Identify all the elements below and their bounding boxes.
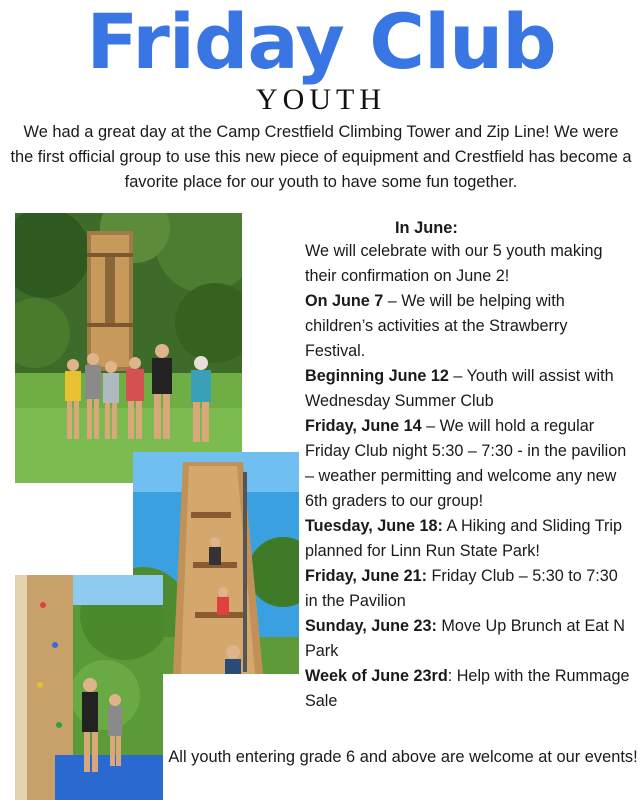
- event-item: Friday, June 14 – We will hold a regular Friday Club night 5:30 – 7:30 - in the pavilion – weather permitting and welcome any new 6th graders to our group!: [305, 417, 627, 510]
- intro-paragraph: We had a great day at the Camp Crestfield Climbing Tower and Zip Line! We were the first official group to use this new piece of equipment and Crestfield has become a favorite place for our youth to have some fun together.: [10, 123, 632, 191]
- events-list: [305, 239, 630, 714]
- climbing-wall-photo: [15, 575, 163, 800]
- group-tower-photo: [15, 213, 242, 483]
- event-item: On June 7 – We will be helping with children’s activities at the Strawberry Festival.: [305, 292, 568, 360]
- event-item: Sunday, June 23: Move Up Brunch at Eat N Park: [305, 617, 625, 660]
- event-item: Beginning June 12 – Youth will assist with Wednesday Summer Club: [305, 367, 614, 410]
- event-item: Week of June 23rd: Help with the Rummage Sale: [305, 667, 630, 710]
- closing-paragraph: All youth entering grade 6 and above are welcome at our events!: [168, 748, 638, 766]
- events-heading: In June:: [395, 219, 458, 237]
- event-item: Tuesday, June 18: A Hiking and Sliding Trip planned for Linn Run State Park!: [305, 517, 623, 560]
- newsletter-subtitle: YOUTH: [256, 83, 386, 116]
- event-item: Friday, June 21: Friday Club – 5:30 to 7:30 in the Pavilion: [305, 567, 618, 610]
- event-item: We will celebrate with our 5 youth making their confirmation on June 2!: [305, 242, 603, 285]
- newsletter-title: Friday Club: [86, 0, 556, 86]
